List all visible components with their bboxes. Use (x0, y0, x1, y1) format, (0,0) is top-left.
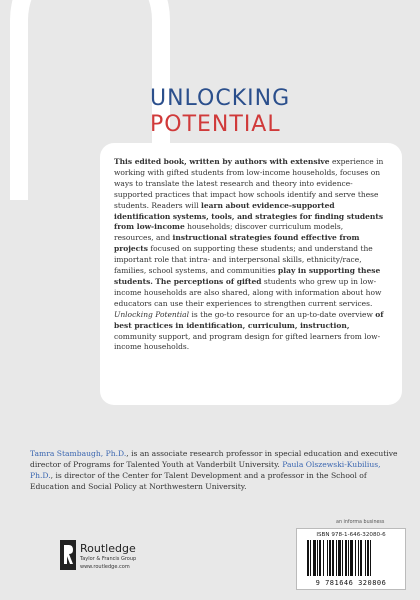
author-bios (30, 448, 402, 492)
barcode-panel (296, 528, 406, 590)
author-2-name: Paula Olszewski-Kubilius, Ph.D. (30, 460, 381, 480)
publisher-name: Routledge (80, 542, 136, 555)
title-line-1: UNLOCKING (150, 86, 291, 111)
book-title (150, 86, 290, 138)
blurb-bold-3: instructional strategies found effective from projects (114, 233, 360, 254)
publisher-group: Taylor & Francis Group (80, 556, 137, 562)
barcode-number: 9 781646 320806 (315, 579, 387, 587)
blurb-text-5: is the go-to resource for an up-to-date overview (189, 309, 376, 319)
barcode-graphic (307, 540, 397, 576)
blurb-text-3: focused on supporting these students; and understand the important role that intra- and interpersonal skills, ethnicity/race, families, school systems, and communities (114, 244, 373, 276)
author-2-bio: , is director of the Center for Talent Development and a professor in the School of Education and Social Policy at Northwestern University. (30, 471, 367, 491)
publisher-logo (60, 540, 190, 570)
author-1-bio: , is an associate research professor in special education and executive director of Programs for Talented Youth at Vanderbilt University. (30, 449, 398, 469)
blurb-bold-2: learn about evidence-supported identification systems, tools, and strategies for finding students from low-income (114, 200, 384, 232)
blurb-bold-1: This edited book, written by authors with extensive (114, 157, 330, 166)
blurb-bold-6: of best practices in identification, curriculum, instruction, (114, 309, 384, 330)
blurb-bold-4: play in supporting these students. (114, 266, 381, 286)
blurb-text-2: households; discover curriculum models, resources, and (114, 222, 344, 243)
routledge-r-logo-icon (60, 540, 76, 570)
isbn-label: ISBN 978-1-646-32080-6 (316, 532, 386, 538)
blurb-text-1: experience in working with gifted students from low-income households, focuses on ways to translate the latest research and theory into evidence-supported practices that impact how schools identify and serve these students. Readers will (114, 157, 384, 210)
blurb-bold-5: The perceptions of gifted (155, 276, 262, 286)
author-1-name: Tamra Stambaugh, Ph.D. (30, 449, 127, 458)
blurb-text-6: community support, and program design for gifted learners from low-income households. (114, 331, 381, 352)
title-line-2: POTENTIAL (150, 112, 281, 137)
blurb-text-4: students who grew up in low-income households are also shared, along with information about how educators can use their experiences to strengthen current services. (114, 276, 382, 308)
blurb-box (100, 143, 402, 405)
blurb-italic-title: Unlocking Potential (114, 309, 190, 319)
cover-arch-stem (10, 180, 28, 200)
publisher-url: www.routledge.com (80, 564, 130, 570)
informa-tagline: an informa business (336, 520, 385, 525)
